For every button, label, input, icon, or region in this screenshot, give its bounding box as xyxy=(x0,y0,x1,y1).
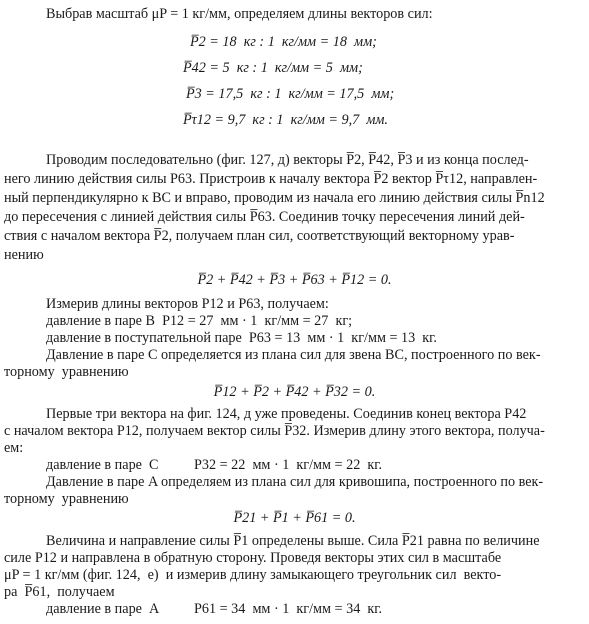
equation-3: P̅21 + P̅1 + P̅61 = 0. xyxy=(233,510,356,526)
para1-line: нению xyxy=(4,247,44,263)
equation-1: P̅2 + P̅42 + P̅3 + P̅63 + P̅12 = 0. xyxy=(197,272,392,288)
para2-line: давление в поступательной паре P63 = 13 мм · 1 кг/мм = 13 кг. xyxy=(46,330,437,346)
scale-intro: Выбрав масштаб μP = 1 кг/мм, определяем длины векторов сил: xyxy=(46,6,433,22)
para1-line: ствия с началом вектора P̅2, получаем план сил, соответствующий векторному урав- xyxy=(4,228,515,244)
scale-eq-p42: P̅42 = 5 кг : 1 кг/мм = 5 мм; xyxy=(183,60,363,76)
para4-line: Величина и направление силы P̅1 определены выше. Сила P̅21 равна по величине xyxy=(46,533,540,549)
para3-line: Первые три вектора на фиг. 124, д уже проведены. Соединив конец вектора P42 xyxy=(46,406,527,422)
para1-line: Проводим последовательно (фиг. 127, д) векторы P̅2, P̅42, P̅3 и из конца послед- xyxy=(46,152,529,168)
para1-line: ный перпендикулярно к BC и вправо, проводим из начала его линию действия силы P̅n12 xyxy=(4,190,545,206)
para3-line: Давление в паре A определяем из плана сил для кривошипа, построенного по век- xyxy=(46,474,544,490)
para2-line: Измерив длины векторов P12 и P63, получаем: xyxy=(46,296,329,312)
equation-2: P̅12 + P̅2 + P̅42 + P̅32 = 0. xyxy=(213,384,376,400)
para3-line: давление в паре C P32 = 22 мм · 1 кг/мм = 22 кг. xyxy=(46,457,383,473)
para4-line: давление в паре A P61 = 34 мм · 1 кг/мм = 34 кг. xyxy=(46,601,383,617)
para3-line: ем: xyxy=(4,440,24,456)
para4-line: μP = 1 кг/мм (фиг. 124, е) и измерив длину замыкающего треугольник сил векто- xyxy=(4,567,502,583)
para2-line: давление в паре B P12 = 27 мм · 1 кг/мм = 27 кг; xyxy=(46,313,353,329)
para2-line: Давление в паре C определяется из плана сил для звена BC, построенного по век- xyxy=(46,347,541,363)
scale-eq-p12t: P̅τ12 = 9,7 кг : 1 кг/мм = 9,7 мм. xyxy=(183,112,388,128)
para3-line: торному уравнению xyxy=(4,491,129,507)
para1-line: него линию действия силы P63. Пристроив к началу вектора P̅2 вектор P̅τ12, направлен- xyxy=(4,171,538,187)
para3-line: с началом вектора P12, получаем вектор силы P̅32. Измерив длину этого вектора, получа- xyxy=(4,423,545,439)
scale-eq-p2: P̅2 = 18 кг : 1 кг/мм = 18 мм; xyxy=(190,34,377,50)
para2-line: торному уравнению xyxy=(4,364,129,380)
scale-eq-p3: P̅3 = 17,5 кг : 1 кг/мм = 17,5 мм; xyxy=(186,86,395,102)
para4-line: силе P12 и направлена в обратную сторону. Проведя векторы этих сил в масштабе xyxy=(4,550,502,566)
para4-line: ра P̅61, получаем xyxy=(4,584,115,600)
para1-line: до пересечения с линией действия силы P̅63. Соединив точку пересечения линий дей- xyxy=(4,209,525,225)
